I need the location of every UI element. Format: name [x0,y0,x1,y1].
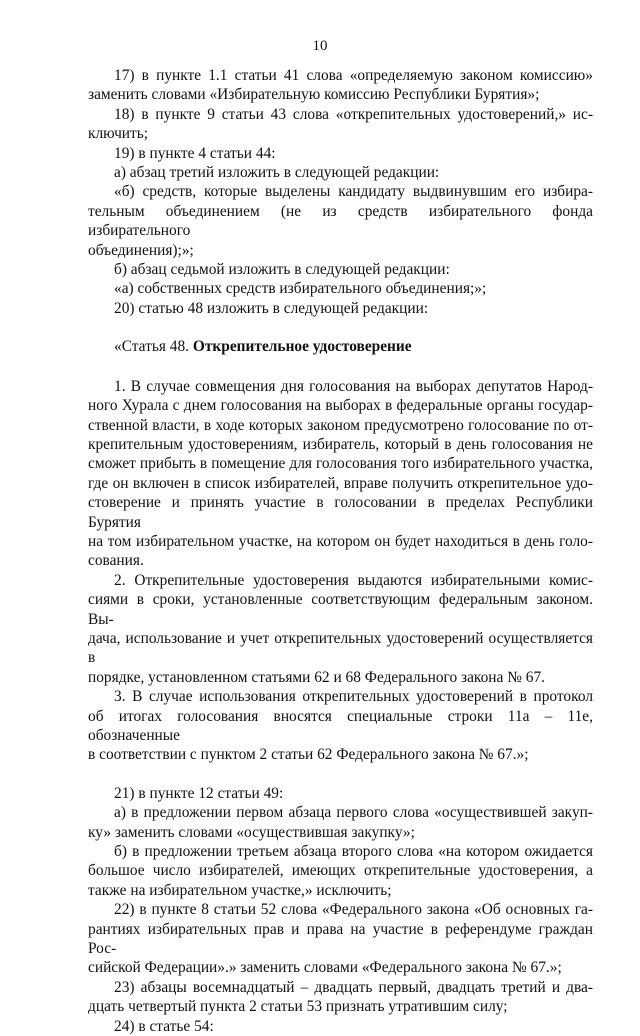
paragraph-p18 [88,105,593,144]
text-line: а) в предложении первом абзаца первого слова «осуществившей закуп- [114,804,593,822]
paragraph-p19 [88,144,593,163]
text-line: «б) средств, которые выделены кандидату выдвинувшим его избира- [114,183,593,201]
text-line: 23) абзацы восемнадцатый – двадцать первый, двадцать третий и два- [114,978,593,996]
text-line: б) абзац седьмой изложить в следующей редакции: [114,261,450,279]
text-line: в соответствии с пунктом 2 статьи 62 Федерального закона № 67.»; [88,746,529,764]
page-number: 10 [312,38,328,54]
article-heading-prefix: «Статья 48. [114,338,193,356]
amendments-before [88,66,593,318]
article-heading [88,337,593,356]
text-line: объединения);»; [88,241,194,259]
paragraph-p21a [88,803,593,842]
text-line: ключить; [88,125,149,143]
text-line: 17) в пункте 1.1 статьи 41 слова «определяемую законом комиссию» [114,67,593,84]
text-line: заменить словами «Избирательную комиссию Республики Бурятия»; [88,86,540,104]
text-line: об итогах голосования вносятся специальные строки 11а – 11е, обозначенные [88,707,593,744]
text-line: б) в предложении третьем абзаца второго слова «на котором ожидается [114,843,593,861]
text-line: ку» заменить словами «осуществившая закупку»; [88,823,415,841]
text-line: а) абзац третий изложить в следующей редакции: [114,164,440,182]
text-line: 3. В случае использования открепительных удостоверений в протокол [114,688,593,706]
text-line: 24) в статье 54: [114,1017,214,1035]
amendments-after [88,784,593,1036]
text-line: стоверение и принять участие в голосовании в пределах Республики Бурятия [88,494,593,531]
text-line: 22) в пункте 8 статьи 52 слова «Федерального закона «Об основных га- [114,901,593,919]
article-body [88,377,593,765]
text-line: на том избирательном участке, на котором он будет находиться в день голо- [88,532,593,550]
text-line: где он включен в список избирателей, вправе получить открепительное удо- [88,474,593,492]
text-line: 20) статью 48 изложить в следующей редакции: [114,299,429,317]
text-line: порядке, установленном статьями 62 и 68 Федерального закона № 67. [88,668,545,686]
text-line: 1. В случае совмещения дня голосования на выборах депутатов Народ- [114,377,593,395]
paragraph-a3 [88,687,593,765]
text-line: 21) в пункте 12 статьи 49: [114,784,284,802]
text-line: 18) в пункте 9 статьи 43 слова «открепительных удостоверений,» ис- [114,105,593,123]
text-line: ного Хурала с днем голосования на выборах в федеральные органы государ- [88,397,593,415]
text-line: сможет прибыть в помещение для голосования того избирательного участка, [88,455,593,473]
text-line: также на избирательном участке,» исключить; [88,881,392,899]
paragraph-p19b [88,260,593,279]
article-heading-title: Открепительное удостоверение [192,338,412,356]
paragraph-a2 [88,571,593,687]
text-line: дача, использование и учет открепительных удостоверений осуществляется в [88,629,593,667]
paragraph-p21 [88,784,593,803]
text-line: 19) в пункте 4 статьи 44: [114,144,276,162]
text-line: рантиях избирательных прав и права на участие в референдуме граждан Рос- [88,920,593,958]
paragraph-p17 [88,66,593,105]
paragraph-a1 [88,377,593,571]
paragraph-p19a [88,163,593,182]
text-line: сийской Федерации».» заменить словами «Федерального закона № 67.»; [88,959,562,977]
text-line: сования. [88,552,144,570]
text-line: «а) собственных средств избирательного объединения;»; [114,280,487,298]
paragraph-p21b [88,842,593,900]
text-line: тельным объединением (не из средств избирательного фонда избирательного [88,202,593,240]
paragraph-p19a_text [88,182,593,260]
text-line: крепительным удостоверениям, избиратель, который в день голосования не [88,435,593,453]
text-line: ственной власти, в ходе которых законом предусмотрено голосование по от- [88,416,593,434]
text-line: дцать четвертый пункта 2 статьи 53 признать утратившим силу; [88,998,508,1016]
text-line: сиями в сроки, установленные соответствующим федеральным законом. Вы- [88,591,593,628]
paragraph-p22 [88,900,593,978]
paragraph-p23 [88,978,593,1017]
paragraph-p20 [88,299,593,318]
text-line: большое число избирателей, имеющих открепительные удостоверения, а [88,862,593,880]
text-line: 2. Открепительные удостоверения выдаются избирательными комис- [114,571,593,589]
paragraph-p19b_text [88,279,593,298]
document-body [88,66,593,1036]
paragraph-p24 [88,1017,593,1036]
